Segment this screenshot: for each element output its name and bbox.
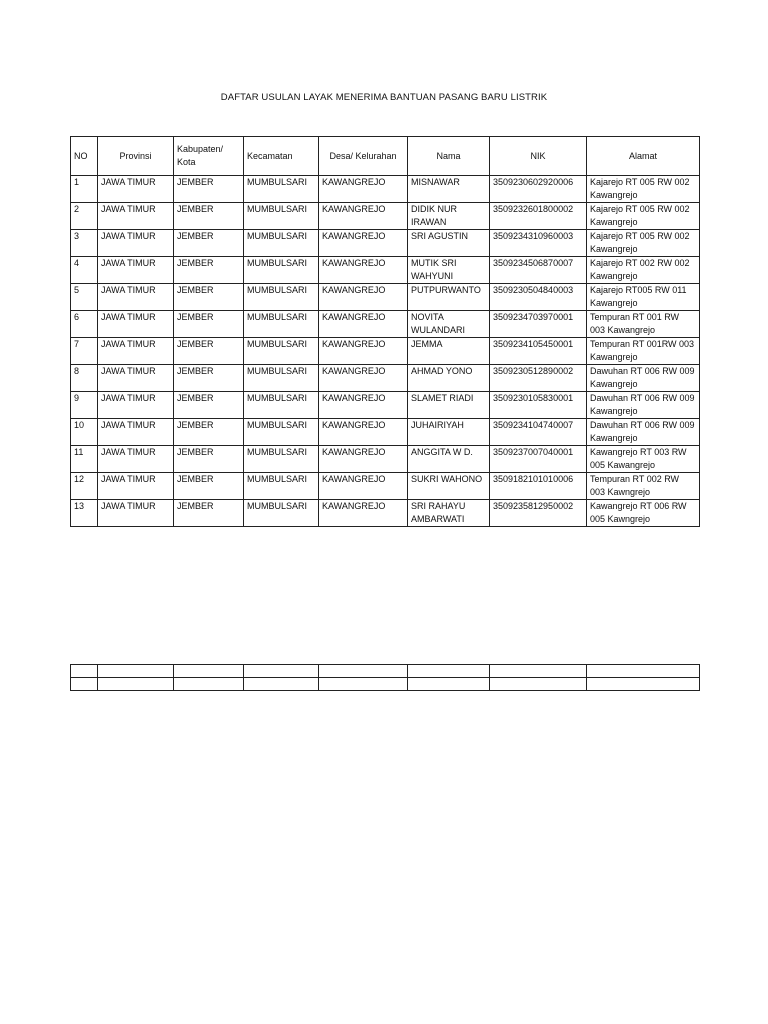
cell-nama: MUTIK SRI WAHYUNI bbox=[408, 257, 490, 284]
column-header-nik: NIK bbox=[490, 137, 587, 176]
cell-desa-kelurahan: KAWANGREJO bbox=[319, 419, 408, 446]
cell-nik bbox=[490, 665, 587, 678]
cell-no: 9 bbox=[71, 392, 98, 419]
cell-provinsi bbox=[98, 665, 174, 678]
cell-nama: NOVITA WULANDARI bbox=[408, 311, 490, 338]
table-row bbox=[71, 338, 700, 365]
cell-desa-kelurahan: KAWANGREJO bbox=[319, 392, 408, 419]
cell-kecamatan: MUMBULSARI bbox=[244, 446, 319, 473]
cell-desa-kelurahan: KAWANGREJO bbox=[319, 500, 408, 527]
cell-provinsi: JAWA TIMUR bbox=[98, 311, 174, 338]
cell-no: 3 bbox=[71, 230, 98, 257]
table-row bbox=[71, 257, 700, 284]
cell-no: 6 bbox=[71, 311, 98, 338]
cell-alamat: Kajarejo RT005 RW 011 Kawangrejo bbox=[587, 284, 700, 311]
table-row bbox=[71, 446, 700, 473]
empty-table bbox=[70, 664, 700, 691]
cell-alamat: Dawuhan RT 006 RW 009 Kawangrejo bbox=[587, 419, 700, 446]
cell-kecamatan: MUMBULSARI bbox=[244, 473, 319, 500]
cell-provinsi: JAWA TIMUR bbox=[98, 365, 174, 392]
table-row bbox=[71, 203, 700, 230]
cell-desa-kelurahan: KAWANGREJO bbox=[319, 230, 408, 257]
cell-desa-kelurahan: KAWANGREJO bbox=[319, 284, 408, 311]
cell-nik: 3509182101010006 bbox=[490, 473, 587, 500]
cell-nik bbox=[490, 678, 587, 691]
document-title: DAFTAR USULAN LAYAK MENERIMA BANTUAN PASANG BARU LISTRIK bbox=[220, 92, 548, 103]
cell-nama: SUKRI WAHONO bbox=[408, 473, 490, 500]
column-header-alamat: Alamat bbox=[587, 137, 700, 176]
cell-kabupaten-kota: JEMBER bbox=[174, 230, 244, 257]
cell-desa-kelurahan: KAWANGREJO bbox=[319, 446, 408, 473]
cell-provinsi: JAWA TIMUR bbox=[98, 500, 174, 527]
cell-nik: 3509234105450001 bbox=[490, 338, 587, 365]
cell-alamat: Dawuhan RT 006 RW 009 Kawangrejo bbox=[587, 392, 700, 419]
table-row bbox=[71, 311, 700, 338]
cell-no: 10 bbox=[71, 419, 98, 446]
cell-kabupaten-kota: JEMBER bbox=[174, 338, 244, 365]
cell-desa-kelurahan: KAWANGREJO bbox=[319, 257, 408, 284]
cell-nik: 3509234703970001 bbox=[490, 311, 587, 338]
cell-desa-kelurahan: KAWANGREJO bbox=[319, 338, 408, 365]
cell-nama: ANGGITA W D. bbox=[408, 446, 490, 473]
table-row bbox=[71, 176, 700, 203]
cell-alamat: Kajarejo RT 005 RW 002 Kawangrejo bbox=[587, 230, 700, 257]
cell-desa-kelurahan: KAWANGREJO bbox=[319, 311, 408, 338]
cell-desa-kelurahan: KAWANGREJO bbox=[319, 365, 408, 392]
cell-alamat bbox=[587, 665, 700, 678]
cell-provinsi: JAWA TIMUR bbox=[98, 446, 174, 473]
cell-nik: 3509230105830001 bbox=[490, 392, 587, 419]
cell-nama: AHMAD YONO bbox=[408, 365, 490, 392]
cell-nama: DIDIK NUR IRAWAN bbox=[408, 203, 490, 230]
cell-alamat bbox=[587, 678, 700, 691]
cell-kabupaten-kota bbox=[174, 678, 244, 691]
table-row bbox=[71, 473, 700, 500]
cell-nik: 3509230602920006 bbox=[490, 176, 587, 203]
cell-provinsi: JAWA TIMUR bbox=[98, 338, 174, 365]
cell-nik: 3509230504840003 bbox=[490, 284, 587, 311]
cell-kecamatan: MUMBULSARI bbox=[244, 419, 319, 446]
cell-kecamatan: MUMBULSARI bbox=[244, 284, 319, 311]
cell-kabupaten-kota: JEMBER bbox=[174, 284, 244, 311]
column-header-no: NO bbox=[71, 137, 98, 176]
cell-alamat: Tempuran RT 002 RW 003 Kawngrejo bbox=[587, 473, 700, 500]
cell-nama: SRI AGUSTIN bbox=[408, 230, 490, 257]
cell-no: 12 bbox=[71, 473, 98, 500]
cell-nik: 3509234310960003 bbox=[490, 230, 587, 257]
beneficiary-table bbox=[70, 136, 700, 527]
cell-desa-kelurahan: KAWANGREJO bbox=[319, 473, 408, 500]
column-header-desa-kelurahan: Desa/ Kelurahan bbox=[319, 137, 408, 176]
cell-no: 7 bbox=[71, 338, 98, 365]
cell-desa-kelurahan: KAWANGREJO bbox=[319, 176, 408, 203]
cell-provinsi: JAWA TIMUR bbox=[98, 392, 174, 419]
table-row bbox=[71, 500, 700, 527]
cell-kabupaten-kota: JEMBER bbox=[174, 176, 244, 203]
cell-nama: SLAMET RIADI bbox=[408, 392, 490, 419]
cell-nama bbox=[408, 678, 490, 691]
cell-provinsi: JAWA TIMUR bbox=[98, 203, 174, 230]
cell-no bbox=[71, 665, 98, 678]
cell-alamat: Tempuran RT 001RW 003 Kawangrejo bbox=[587, 338, 700, 365]
cell-kabupaten-kota: JEMBER bbox=[174, 311, 244, 338]
table-row bbox=[71, 284, 700, 311]
cell-kabupaten-kota bbox=[174, 665, 244, 678]
cell-nama: PUTPURWANTO bbox=[408, 284, 490, 311]
cell-kecamatan: MUMBULSARI bbox=[244, 203, 319, 230]
cell-no: 8 bbox=[71, 365, 98, 392]
cell-no: 1 bbox=[71, 176, 98, 203]
column-header-nama: Nama bbox=[408, 137, 490, 176]
cell-nama: JEMMA bbox=[408, 338, 490, 365]
cell-kabupaten-kota: JEMBER bbox=[174, 500, 244, 527]
cell-kecamatan: MUMBULSARI bbox=[244, 338, 319, 365]
column-header-kabupaten-kota: Kabupaten/ Kota bbox=[174, 137, 244, 176]
cell-nama bbox=[408, 665, 490, 678]
cell-kabupaten-kota: JEMBER bbox=[174, 392, 244, 419]
cell-no bbox=[71, 678, 98, 691]
column-header-provinsi: Provinsi bbox=[98, 137, 174, 176]
empty-table-row bbox=[71, 665, 700, 678]
cell-nik: 3509232601800002 bbox=[490, 203, 587, 230]
cell-nik: 3509235812950002 bbox=[490, 500, 587, 527]
cell-nik: 3509230512890002 bbox=[490, 365, 587, 392]
cell-kecamatan: MUMBULSARI bbox=[244, 311, 319, 338]
table-row bbox=[71, 419, 700, 446]
table-header-row bbox=[71, 137, 700, 176]
cell-desa-kelurahan bbox=[319, 678, 408, 691]
table-row bbox=[71, 392, 700, 419]
cell-no: 5 bbox=[71, 284, 98, 311]
cell-nama: SRI RAHAYU AMBARWATI bbox=[408, 500, 490, 527]
cell-nik: 3509234104740007 bbox=[490, 419, 587, 446]
table-row bbox=[71, 230, 700, 257]
cell-alamat: Kawangrejo RT 006 RW 005 Kawngrejo bbox=[587, 500, 700, 527]
cell-kabupaten-kota: JEMBER bbox=[174, 203, 244, 230]
table-row bbox=[71, 365, 700, 392]
cell-provinsi: JAWA TIMUR bbox=[98, 176, 174, 203]
cell-provinsi: JAWA TIMUR bbox=[98, 284, 174, 311]
cell-alamat: Dawuhan RT 006 RW 009 Kawangrejo bbox=[587, 365, 700, 392]
cell-kecamatan: MUMBULSARI bbox=[244, 392, 319, 419]
cell-provinsi bbox=[98, 678, 174, 691]
cell-desa-kelurahan: KAWANGREJO bbox=[319, 203, 408, 230]
cell-alamat: Kajarejo RT 005 RW 002 Kawangrejo bbox=[587, 203, 700, 230]
cell-alamat: Kawangrejo RT 003 RW 005 Kawangrejo bbox=[587, 446, 700, 473]
cell-nama: MISNAWAR bbox=[408, 176, 490, 203]
cell-kecamatan: MUMBULSARI bbox=[244, 257, 319, 284]
cell-kabupaten-kota: JEMBER bbox=[174, 365, 244, 392]
cell-provinsi: JAWA TIMUR bbox=[98, 257, 174, 284]
cell-kabupaten-kota: JEMBER bbox=[174, 419, 244, 446]
cell-kecamatan: MUMBULSARI bbox=[244, 176, 319, 203]
cell-nik: 3509234506870007 bbox=[490, 257, 587, 284]
cell-kecamatan: MUMBULSARI bbox=[244, 500, 319, 527]
cell-kecamatan: MUMBULSARI bbox=[244, 230, 319, 257]
cell-kabupaten-kota: JEMBER bbox=[174, 446, 244, 473]
cell-desa-kelurahan bbox=[319, 665, 408, 678]
cell-nama: JUHAIRIYAH bbox=[408, 419, 490, 446]
cell-alamat: Tempuran RT 001 RW 003 Kawangrejo bbox=[587, 311, 700, 338]
column-header-kecamatan: Kecamatan bbox=[244, 137, 319, 176]
cell-kecamatan: MUMBULSARI bbox=[244, 365, 319, 392]
cell-kecamatan bbox=[244, 665, 319, 678]
cell-no: 4 bbox=[71, 257, 98, 284]
cell-no: 13 bbox=[71, 500, 98, 527]
cell-nik: 3509237007040001 bbox=[490, 446, 587, 473]
cell-alamat: Kajarejo RT 005 RW 002 Kawangrejo bbox=[587, 176, 700, 203]
cell-no: 2 bbox=[71, 203, 98, 230]
cell-kabupaten-kota: JEMBER bbox=[174, 257, 244, 284]
cell-alamat: Kajarejo RT 002 RW 002 Kawangrejo bbox=[587, 257, 700, 284]
cell-provinsi: JAWA TIMUR bbox=[98, 230, 174, 257]
cell-no: 11 bbox=[71, 446, 98, 473]
cell-provinsi: JAWA TIMUR bbox=[98, 473, 174, 500]
cell-kecamatan bbox=[244, 678, 319, 691]
cell-kabupaten-kota: JEMBER bbox=[174, 473, 244, 500]
empty-table-row bbox=[71, 678, 700, 691]
cell-provinsi: JAWA TIMUR bbox=[98, 419, 174, 446]
